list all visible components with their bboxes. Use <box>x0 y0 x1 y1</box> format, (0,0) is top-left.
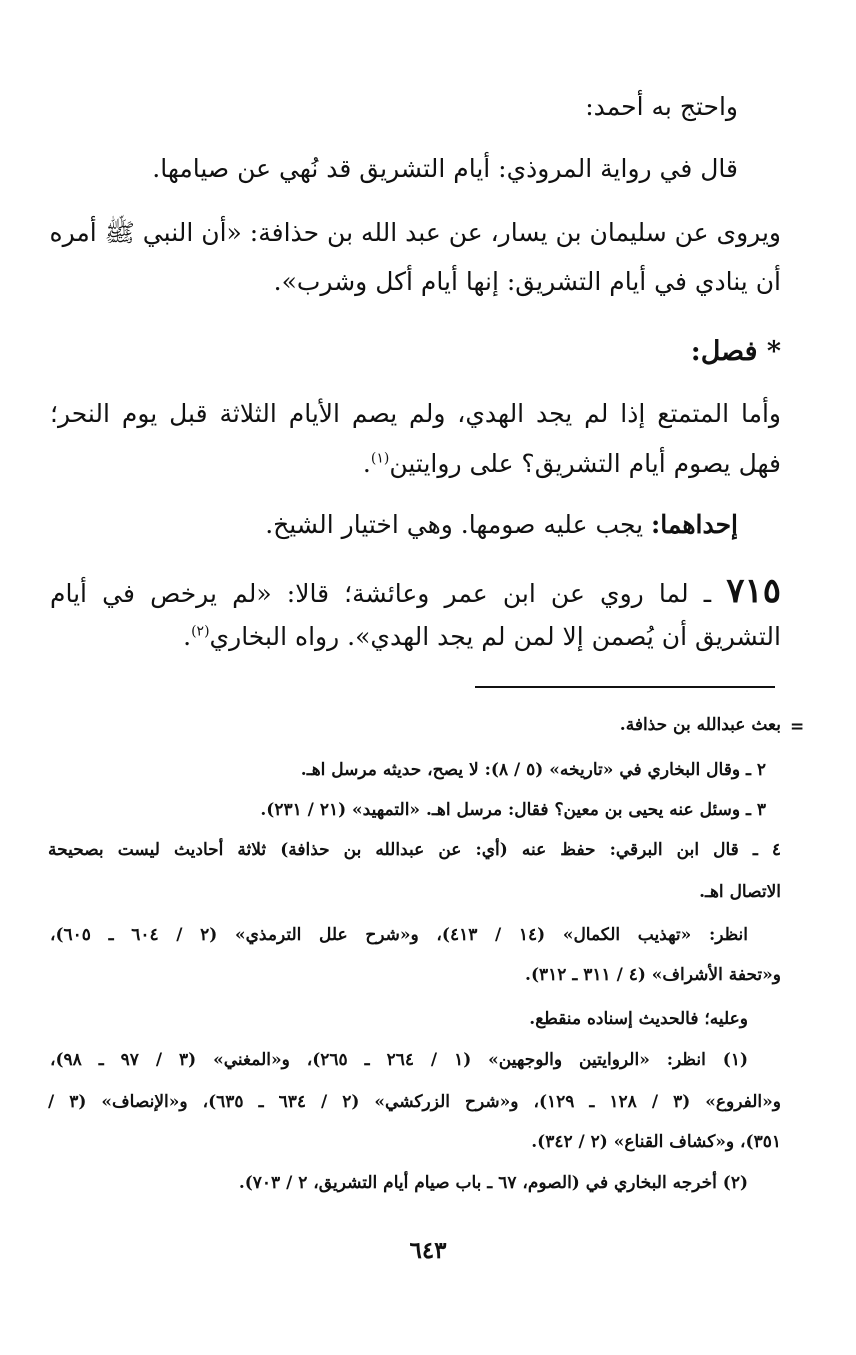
hadith-line-2 <box>183 624 781 649</box>
footnote-line-6: انظر: «تهذيب الكمال» (١٤ / ٤١٣)، و«شرح علل الترمذي» (٢ / ٦٠٤ ـ ٦٠٥)، <box>50 925 748 945</box>
hadith-number: ٧١٥ <box>726 571 781 611</box>
footnote-line-3: ٣ ـ وسئل عنه يحيى بن معين؟ فقال: مرسل اهـ. «التمهيد» (٢١ / ٢٣١). <box>260 800 766 820</box>
body-line-4: أن ينادي في أيام التشريق: إنها أيام أكل وشرب». <box>273 267 781 296</box>
footnote-line-1: بعث عبدالله بن حذافة. <box>619 715 781 735</box>
body-line-6-end: . <box>362 449 371 478</box>
first-opinion-label: إحداهما: <box>651 510 738 539</box>
hadith-line-2-text: التشريق أن يُصمن إلا لمن لم يجد الهدي». رواه البخاري <box>209 622 781 651</box>
footnote-line-12: (٢) أخرجه البخاري في (الصوم، ٦٧ ـ باب صيام أيام التشريق، ٢ / ٧٠٣). <box>238 1173 748 1193</box>
footnote-line-4: ٤ ـ قال ابن البرقي: حفظ عنه (أي: عن عبدالله بن حذافة) ثلاثة أحاديث ليست بصحيحة <box>48 840 781 860</box>
footnote-line-8: وعليه؛ فالحديث إسناده منقطع. <box>529 1009 748 1029</box>
body-line-3: ويروى عن سليمان بن يسار، عن عبد الله بن حذافة: «أن النبي ﷺ أمره <box>49 218 781 247</box>
body-line-7-text: يجب عليه صومها. وهي اختيار الشيخ. <box>265 510 652 539</box>
footnote-line-11: ٣٥١)، و«كشاف القناع» (٢ / ٣٤٢). <box>531 1132 781 1152</box>
footnote-line-7: و«تحفة الأشراف» (٤ / ٣١١ ـ ٣١٢). <box>525 965 781 985</box>
body-line-1: واحتج به أحمد: <box>585 92 738 121</box>
section-heading: * فصل: <box>690 336 781 367</box>
footnote-ref-2: (٢) <box>191 623 210 640</box>
footnote-line-10: و«الفروع» (٣ / ١٢٨ ـ ١٢٩)، و«شرح الزركشي» (٢ / ٦٣٤ ـ ٦٣٥)، و«الإنصاف» (٣ / <box>48 1092 781 1112</box>
body-line-6 <box>363 451 781 476</box>
hadith-line-1 <box>50 571 781 611</box>
body-line-2: قال في رواية المروذي: أيام التشريق قد نُهي عن صيامها. <box>152 154 738 183</box>
hadith-line-2-end: . <box>183 622 192 651</box>
footnote-ref-1: (١) <box>370 450 390 467</box>
page-number: ٦٤٣ <box>409 1237 447 1264</box>
body-line-6-text: فهل يصوم أيام التشريق؟ على روايتين <box>389 449 781 478</box>
footnote-line-5: الاتصال اهـ. <box>699 882 781 902</box>
body-line-7 <box>265 512 738 537</box>
hadith-line-1-text: ـ لما روي عن ابن عمر وعائشة؛ قالا: «لم يرخص في أيام <box>50 579 727 608</box>
body-line-5: وأما المتمتع إذا لم يجد الهدي، ولم يصم الأيام الثلاثة قبل يوم النحر؛ <box>50 399 781 428</box>
footnote-line-2: ٢ ـ وقال البخاري في «تاريخه» (٥ / ٨): لا يصح، حديثه مرسل اهـ. <box>300 760 766 780</box>
footnote-line-9: (١) انظر: «الروايتين والوجهين» (١ / ٢٦٤ ـ ٢٦٥)، و«المغني» (٣ / ٩٧ ـ ٩٨)، <box>50 1050 748 1070</box>
footnote-continuation-mark: = <box>790 717 805 737</box>
footnote-separator <box>475 686 775 688</box>
